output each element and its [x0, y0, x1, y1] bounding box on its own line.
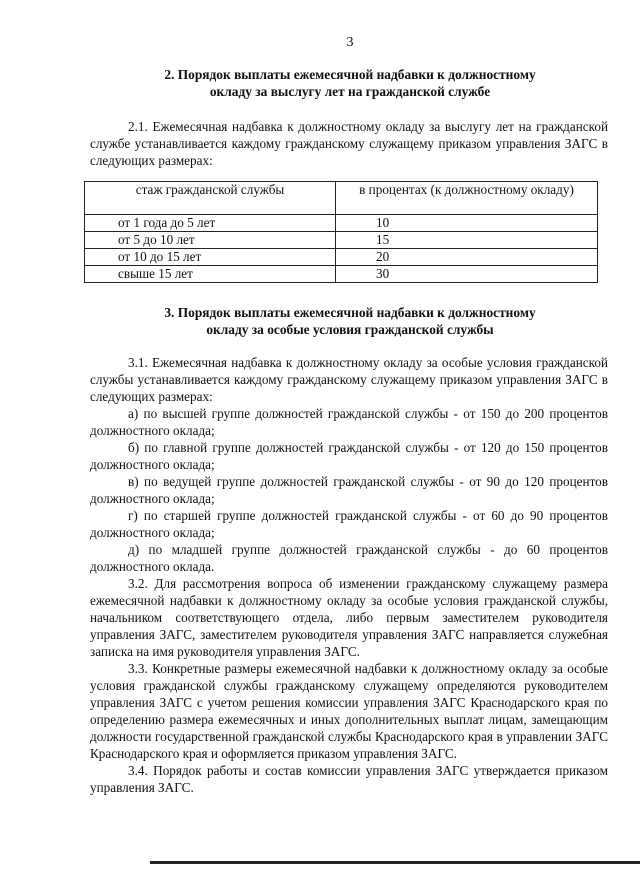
paragraph-3-1: 3.1. Ежемесячная надбавка к должностному окладу за особые условия гражданской службы устанавливается каждому гражданскому служащему приказом управления ЗАГС в следующих размерах: [90, 355, 608, 404]
table-cell-stazh: от 1 года до 5 лет [85, 215, 336, 232]
list-item-a: а) по высшей группе должностей гражданской службы - от 150 до 200 процентов должностного оклада; [90, 406, 608, 438]
table-header-row [85, 182, 598, 215]
table-cell-percent: 20 [336, 249, 598, 266]
table-row [85, 249, 598, 266]
table-cell-stazh: от 5 до 10 лет [85, 232, 336, 249]
table-cell-percent: 10 [336, 215, 598, 232]
section-2-heading [90, 66, 610, 100]
table-row [85, 215, 598, 232]
table-cell-percent: 30 [336, 266, 598, 283]
paragraph-3-2: 3.2. Для рассмотрения вопроса об изменении гражданскому служащему размера ежемесячной надбавки к должностному окладу за особые условия гражданской службы, начальником соответствующего отдела, либо первым заместителем руководителя управления ЗАГС, заместителем руководителя управления ЗАГС направляется служебная записка на имя руководителя управления ЗАГС. [90, 576, 608, 659]
section-3-heading-line1: 3. Порядок выплаты ежемесячной надбавки к должностному [164, 305, 536, 320]
section-2-heading-line1: 2. Порядок выплаты ежемесячной надбавки к должностному [164, 67, 536, 82]
table-row [85, 232, 598, 249]
paragraph-2-1: 2.1. Ежемесячная надбавка к должностному окладу за выслугу лет на гражданской службе устанавливается каждому гражданскому служащему приказом управления ЗАГС в следующих размерах: [90, 119, 608, 168]
list-item-v: в) по ведущей группе должностей гражданской службы - от 90 до 120 процентов должностного оклада; [90, 474, 608, 506]
table-row [85, 266, 598, 283]
table-cell-percent: 15 [336, 232, 598, 249]
bottom-rule [150, 861, 640, 864]
table-cell-stazh: свыше 15 лет [85, 266, 336, 283]
list-item-b: б) по главной группе должностей гражданской службы - от 120 до 150 процентов должностного оклада; [90, 440, 608, 472]
paragraph-3-4: 3.4. Порядок работы и состав комиссии управления ЗАГС утверждается приказом управления ЗАГС. [90, 763, 608, 795]
table-header-stazh: стаж гражданской службы [85, 182, 336, 215]
list-item-g: г) по старшей группе должностей гражданской службы - от 60 до 90 процентов должностного оклада; [90, 508, 608, 540]
page-number: 3 [346, 35, 354, 50]
list-item-d: д) по младшей группе должностей гражданской службы - до 60 процентов должностного оклада. [90, 542, 608, 574]
section-3-body [90, 354, 608, 796]
seniority-table [84, 181, 598, 283]
paragraph-3-3: 3.3. Конкретные размеры ежемесячной надбавки к должностному окладу за особые условия гражданской службы гражданскому служащему определяются руководителем управления ЗАГС с учетом решения комиссии управления ЗАГС Краснодарского края по определению размера ежемесячных и иных дополнительных выплат лицам, замещающим должности государственной гражданской службы Краснодарского края в управлении ЗАГС Краснодарского края и оформляется приказом управления ЗАГС. [90, 661, 608, 761]
section-3-heading-line2: окладу за особые условия гражданской службы [206, 322, 494, 337]
section-3-heading [90, 304, 610, 338]
table-header-percent: в процентах (к должностному окладу) [336, 182, 598, 215]
table-cell-stazh: от 10 до 15 лет [85, 249, 336, 266]
section-2-heading-line2: окладу за выслугу лет на гражданской службе [209, 84, 491, 99]
